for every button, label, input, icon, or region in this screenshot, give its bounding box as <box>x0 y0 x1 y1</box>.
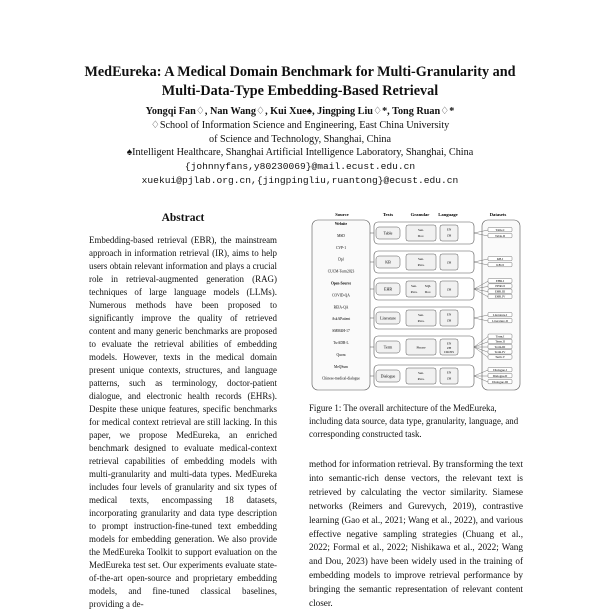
language-label: ZH <box>446 287 452 292</box>
source-item: Dpl <box>338 257 344 262</box>
language-label: ZH <box>446 260 452 265</box>
email-line-2: xuekui@pjlab.org.cn,{jingpingliu,ruantong}@ecust.edu.cn <box>141 174 459 186</box>
dataset-label: Dialogue.III <box>492 379 508 384</box>
source-item: Quora <box>336 352 346 357</box>
granular-label: Para. <box>417 319 425 323</box>
dataset-label: Term.II <box>495 339 505 344</box>
language-label: EN <box>446 341 452 346</box>
language-label: ZH <box>446 318 452 323</box>
source-item: TwADR-L <box>333 341 349 345</box>
granular-label: Para. <box>417 377 425 381</box>
dataset-label: Table.II <box>495 233 505 238</box>
affiliation-1-line-1: ♢School of Information Science and Engineering, East China University <box>150 119 450 131</box>
source-item: AskAPatient <box>331 317 351 322</box>
header-granular: Granular <box>410 212 430 217</box>
affiliation-1-line-2: of Science and Technology, Shanghai, China <box>208 133 392 145</box>
header-language: Language <box>438 212 458 217</box>
dataset-label: Term.I <box>495 334 505 339</box>
granular-label: Sen. <box>411 284 417 288</box>
dataset-label: Term.V <box>495 355 505 360</box>
source-item: REIA-QA <box>333 305 349 310</box>
dataset-label: Table.I <box>495 227 505 232</box>
language-label: CROSS <box>443 350 455 355</box>
language-label: ZH <box>446 233 452 238</box>
source-item: CUCM-Term2023 <box>327 269 355 274</box>
language-label: ZH <box>446 345 452 350</box>
source-item: SMM4H-17 <box>332 329 350 334</box>
source-item: Website <box>334 222 348 226</box>
title-line-2: Multi-Data-Type Embedding-Based Retrieval <box>161 83 439 99</box>
source-item: MSD <box>337 233 345 238</box>
granular-label: Sen. <box>418 228 424 232</box>
paper-title <box>40 63 560 101</box>
abstract-text: Embedding-based retrieval (EBR), the mainstream approach in information retrieval (IR), aims to help users obtain relevant information and plays a crucial role in retrieval-augmented generation (RAG) techniques of large language models (LLMs). Numerous methods have been proposed to significantly improve the quality of retrieved content and many generic benchmarks are proposed to evaluate the retrieval abilities of embedding models. However, texts in the medical domain present unique contexts, structures, and language patterns, such as terminology, doctor-patient dialogue, and electronic health records (EHRs). Despite these unique features, specific benchmarks for medical context retrieval are still lacking. In this paper, we propose MedEureka, an enriched benchmark designed to evaluate medical-context retrieval capabilities of embedding models with multi-granularity and multi-data types. MedEureka includes four levels of granularity and six types of medical texts, encompassing 18 datasets, incorporating granularity and data type description to prompt instruction-fine-tuned text embedding models for embedding generation. We also provide the MedEureka Toolkit to support evaluation on the MedEureka test set. Our experiments evaluate state-of-the-art open-source and proprietary embedding models, and fine-tuned classical baselines, providing a de- <box>89 235 277 610</box>
source-item: Open-Source <box>330 281 352 286</box>
header-source: Source <box>335 212 349 217</box>
language-label: EN <box>446 370 452 375</box>
header-texts: Texts <box>382 212 394 217</box>
email-line-1: {johnnyfans,y80230069}@mail.ecust.edu.cn <box>184 161 416 173</box>
text-type-label: EHR <box>384 286 392 292</box>
dataset-label: EHR.I <box>495 279 505 283</box>
granular-label: Sen. <box>418 313 424 317</box>
dataset-label: Dialogue.I <box>493 367 507 372</box>
granular-label: Phrase <box>416 345 426 350</box>
source-item: CVP-1 <box>336 245 346 250</box>
dataset-label: Dialogue.II <box>492 373 508 378</box>
source-item: MeQSum <box>334 364 348 369</box>
dataset-label: KB.II <box>496 262 504 267</box>
dataset-label: EHR.IV <box>494 294 506 299</box>
language-label: EN <box>446 312 452 317</box>
text-type-label: Table <box>383 230 393 236</box>
author-block <box>40 105 560 188</box>
dataset-label: KB.I <box>496 256 504 261</box>
dataset-label: Literature.I <box>492 312 508 317</box>
dataset-label: EHR.III <box>494 289 506 294</box>
granular-label: Sen. <box>418 257 424 261</box>
affiliation-2: ♠Intelligent Healthcare, Shanghai Artificial Intelligence Laboratory, Shanghai, China <box>126 147 474 159</box>
body-text-right-column: method for information retrieval. By transforming the text into semantic-rich dense vectors, the relevant text is retrieved by calculating the vector similarity. Siamese networks (Reimers and Gurevych, 2019), contrastive learning (Gao et al., 2021; Wang et al., 2022), and various effective negative sampling strategies (Chuang et al., 2022; Formal et al., 2022; Nishikawa et al., 2022; Wang and Dou, 2023) have been widely used in the training of embedding models to improve retrieval performance by bringing the semantic representation of relevant content closer. <box>309 459 523 609</box>
figure-caption: Figure 1: The overall architecture of the MedEureka, including data source, data type, granularity, language, and corresponding constructed task. <box>309 403 519 439</box>
title-line-1: MedEureka: A Medical Domain Benchmark for Multi-Granularity and <box>84 64 516 80</box>
language-label: EN <box>446 227 452 232</box>
author-names: Yongqi Fan♢, Nan Wang♢, Kui Xue♠, Jingping Liu♢*, Tong Ruan♢* <box>145 106 455 117</box>
granular-label: Para. <box>417 263 425 267</box>
text-type-label: Literature <box>380 315 396 321</box>
source-item: COVID-QA <box>332 293 350 298</box>
language-label: ZH <box>446 376 452 381</box>
header-datasets: Datasets <box>489 212 507 217</box>
granular-label: SQL <box>424 284 432 288</box>
dataset-label: Term.IV <box>494 350 506 354</box>
dataset-label: Literature.II <box>492 318 508 323</box>
granular-label: Doc. <box>424 290 432 294</box>
granular-label: Para. <box>410 290 418 294</box>
architecture-diagram <box>308 208 523 393</box>
granular-label: Doc. <box>417 234 425 238</box>
dataset-label: Term.III <box>494 344 506 349</box>
dataset-label: EHR.II <box>495 284 505 289</box>
source-item: Chinese-medical-dialogue <box>322 376 360 381</box>
datasets-box <box>482 220 520 390</box>
granular-label: Sen. <box>418 371 424 375</box>
architecture-figure <box>308 208 523 393</box>
text-type-label: KB <box>385 259 391 265</box>
abstract-heading: Abstract <box>161 212 205 224</box>
text-type-label: Dialogue <box>380 373 396 379</box>
text-type-label: Term <box>383 344 393 350</box>
